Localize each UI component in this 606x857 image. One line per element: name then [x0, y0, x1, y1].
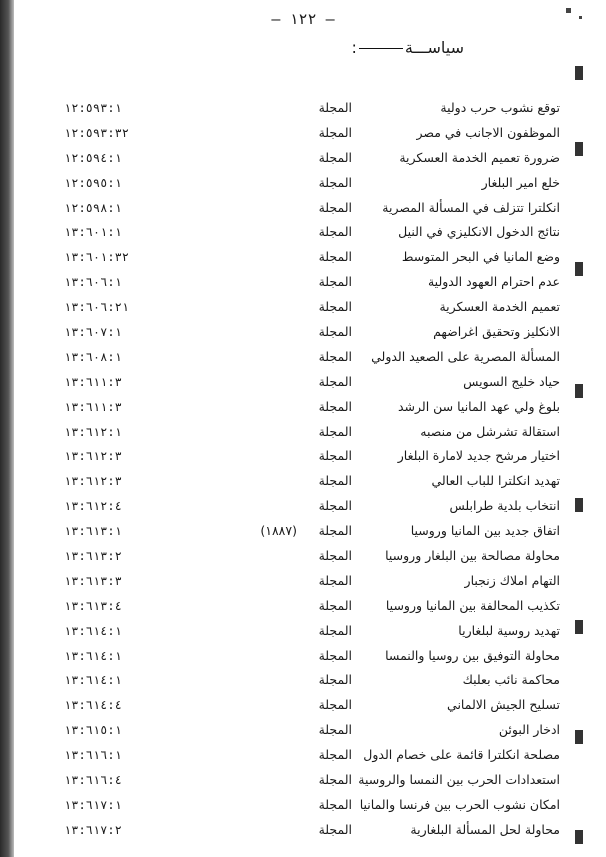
entry-source: المجلة	[318, 821, 352, 837]
entry-reference: ١٣:٦١٣:١	[64, 524, 122, 539]
punch-holes	[575, 0, 587, 857]
binding-edge	[0, 0, 14, 857]
entry-reference: ١٣:٦١٤:١	[64, 623, 122, 638]
entry-reference: ١٢:٥٩٤:١	[64, 150, 122, 165]
index-entry	[64, 519, 560, 544]
entry-source: المجلة	[318, 622, 352, 638]
index-entry	[64, 96, 560, 121]
entry-reference: ١٢:٥٩٣:١	[64, 101, 122, 115]
entry-reference: ١٣:٦١٤:٤	[64, 698, 122, 713]
entry-reference: ١٣:٦٠٨:١	[64, 349, 122, 364]
entry-reference: ١٣:٦١٢:٣	[64, 474, 122, 489]
entry-title: الانكليز وتحقيق اغراضهم	[433, 324, 560, 340]
entry-reference: ١٣:٦١٣:٤	[64, 598, 122, 613]
entry-source: المجلة	[318, 174, 352, 190]
entry-source: المجلة	[318, 498, 352, 514]
entry-reference: ١٣:٦١٦:١	[64, 748, 122, 763]
index-entry	[64, 171, 560, 196]
entry-reference: ١٣:٦٠٦:١	[64, 275, 122, 290]
entry-title: عدم احترام العهود الدولية	[427, 274, 560, 290]
entry-reference: ١٣:٦١٣:٣	[64, 573, 122, 588]
index-entry	[64, 270, 560, 295]
entry-source: المجلة	[318, 348, 352, 364]
entry-source: المجلة	[318, 398, 352, 414]
index-entry	[64, 818, 560, 843]
entry-source: المجلة	[318, 697, 352, 713]
entry-reference: ١٣:٦١٢:٤	[64, 499, 122, 514]
entry-title: محاولة التوفيق بين روسيا والنمسا	[385, 647, 560, 663]
entry-reference: ١٣:٦١٢:١	[64, 424, 122, 439]
entry-title: محاولة مصالحة بين البلغار وروسيا	[385, 548, 560, 564]
entry-source: المجلة	[318, 274, 352, 290]
index-entry	[64, 768, 560, 793]
entry-reference: ١٣:٦١٤:١	[64, 673, 122, 688]
entry-reference: ١٣:٦٠١:٣٢	[64, 250, 130, 265]
entry-reference: ١٣:٦١٧:١	[64, 797, 122, 812]
entry-title: ادخار البوئن	[498, 722, 560, 738]
index-entry	[64, 121, 560, 146]
entry-title: ضرورة تعميم الخدمة العسكرية	[399, 149, 560, 165]
index-entry	[64, 444, 560, 469]
entry-source: المجلة	[318, 597, 352, 613]
section-header	[351, 38, 464, 57]
entry-reference: ١٣:٦١٢:٣	[64, 449, 122, 464]
punch-hole	[575, 262, 583, 276]
index-entry	[64, 693, 560, 718]
index-list	[64, 96, 560, 843]
entry-title: التهام املاك زنجبار	[464, 572, 560, 588]
entry-reference: ١٢:٥٩٥:١	[64, 175, 122, 190]
entry-reference: ١٣:٦١١:٣	[64, 399, 122, 414]
entry-source: المجلة	[318, 149, 352, 165]
entry-title: استعدادات الحرب بين النمسا والروسية	[358, 772, 560, 788]
entry-title: مصلحة انكلترا قائمة على خصام الدول	[363, 747, 560, 763]
entry-reference: ١٣:٦١١:٣	[64, 374, 122, 389]
entry-reference: ١٣:٦٠١:١	[64, 225, 122, 240]
index-entry	[64, 320, 560, 345]
punch-hole	[575, 730, 583, 744]
entry-source: المجلة	[318, 747, 352, 763]
index-entry	[64, 793, 560, 818]
entry-reference: ١٣:٦١٦:٤	[64, 773, 122, 788]
entry-title: محاولة لحل المسألة البلغارية	[410, 821, 560, 837]
punch-hole	[575, 384, 583, 398]
index-entry	[64, 469, 560, 494]
index-entry	[64, 668, 560, 693]
entry-title: تهديد روسية لبلغاريا	[458, 622, 560, 638]
index-entry	[64, 245, 560, 270]
entry-reference: ١٣:٦١٥:١	[64, 723, 122, 738]
entry-title: تهديد انكلترا للباب العالي	[431, 473, 560, 489]
index-entry	[64, 619, 560, 644]
entry-reference: ١٣:٦٠٦:٢١	[64, 300, 130, 315]
index-entry	[64, 395, 560, 420]
punch-hole	[575, 498, 583, 512]
entry-source: المجلة	[318, 548, 352, 564]
entry-title: خلع امير البلغار	[481, 174, 560, 190]
index-entry	[64, 594, 560, 619]
index-entry	[64, 370, 560, 395]
entry-reference: ١٣:٦١٧:٢	[64, 822, 122, 837]
index-entry	[64, 345, 560, 370]
entry-title: تعميم الخدمة العسكرية	[439, 299, 560, 315]
punch-hole	[575, 66, 583, 80]
entry-title: انكلترا تتزلف في المسألة المصرية	[382, 199, 560, 215]
entry-year: (١٨٨٧)	[260, 523, 297, 539]
entry-source: المجلة	[318, 324, 352, 340]
entry-title: وضع المانيا في البحر المتوسط	[401, 249, 560, 265]
entry-title: حياد خليج السويس	[463, 373, 560, 389]
entry-title: توقع نشوب حرب دولية	[440, 100, 560, 115]
entry-title: المسألة المصرية على الصعيد الدولي	[371, 348, 560, 364]
entry-source: المجلة	[318, 299, 352, 315]
index-entry	[64, 544, 560, 569]
entry-source: المجلة	[318, 124, 352, 140]
index-entry	[64, 295, 560, 320]
index-entry	[64, 220, 560, 245]
entry-source: المجلة	[318, 100, 352, 115]
entry-source: المجلة	[318, 647, 352, 663]
entry-title: الموظفون الاجانب في مصر	[416, 124, 560, 140]
index-entry	[64, 196, 560, 221]
punch-hole	[575, 830, 583, 844]
title-underline	[359, 48, 403, 49]
entry-source: المجلة	[318, 423, 352, 439]
entry-source: المجلة	[318, 523, 352, 539]
index-entry	[64, 644, 560, 669]
punch-hole	[575, 142, 583, 156]
entry-title: امكان نشوب الحرب بين فرنسا والمانيا	[359, 796, 560, 812]
entry-title: استقالة تشرشل من منصبه	[420, 423, 560, 439]
entry-source: المجلة	[318, 224, 352, 240]
entry-reference: ١٣:٦١٤:١	[64, 648, 122, 663]
entry-source: المجلة	[318, 373, 352, 389]
index-entry	[64, 743, 560, 768]
entry-title: محاكمة نائب بعلبك	[462, 672, 560, 688]
entry-source: المجلة	[318, 722, 352, 738]
index-entry	[64, 420, 560, 445]
entry-title: تكذيب المحالفة بين المانيا وروسيا	[385, 597, 560, 613]
index-entry	[64, 718, 560, 743]
index-entry	[64, 569, 560, 594]
entry-reference: ١٣:٦١٣:٢	[64, 549, 122, 564]
entry-source: المجلة	[318, 448, 352, 464]
entry-source: المجلة	[318, 672, 352, 688]
entry-title: نتائج الدخول الانكليزي في النيل	[398, 224, 560, 240]
index-entry	[64, 146, 560, 171]
entry-title: اتفاق جديد بين المانيا وروسيا	[410, 523, 560, 539]
section-colon: :	[351, 38, 357, 57]
entry-source: المجلة	[318, 796, 352, 812]
entry-title: اختيار مرشح جديد لامارة البلغار	[397, 448, 560, 464]
entry-reference: ١٣:٦٠٧:١	[64, 325, 122, 340]
entry-reference: ١٢:٥٩٨:١	[64, 200, 122, 215]
index-entry	[64, 494, 560, 519]
entry-reference: ١٢:٥٩٣:٣٢	[64, 125, 130, 140]
entry-source: المجلة	[318, 473, 352, 489]
entry-source: المجلة	[318, 772, 352, 788]
entry-title: بلوغ ولي عهد المانيا سن الرشد	[397, 398, 560, 414]
entry-source: المجلة	[318, 199, 352, 215]
punch-hole	[575, 620, 583, 634]
section-title: سياســـة	[404, 38, 464, 57]
entry-title: تسليح الجيش الالماني	[447, 697, 560, 713]
entry-source: المجلة	[318, 572, 352, 588]
page-number: — ١٢٢ —	[271, 10, 335, 28]
entry-source: المجلة	[318, 249, 352, 265]
entry-title: انتخاب بلدية طرابلس	[449, 498, 560, 514]
